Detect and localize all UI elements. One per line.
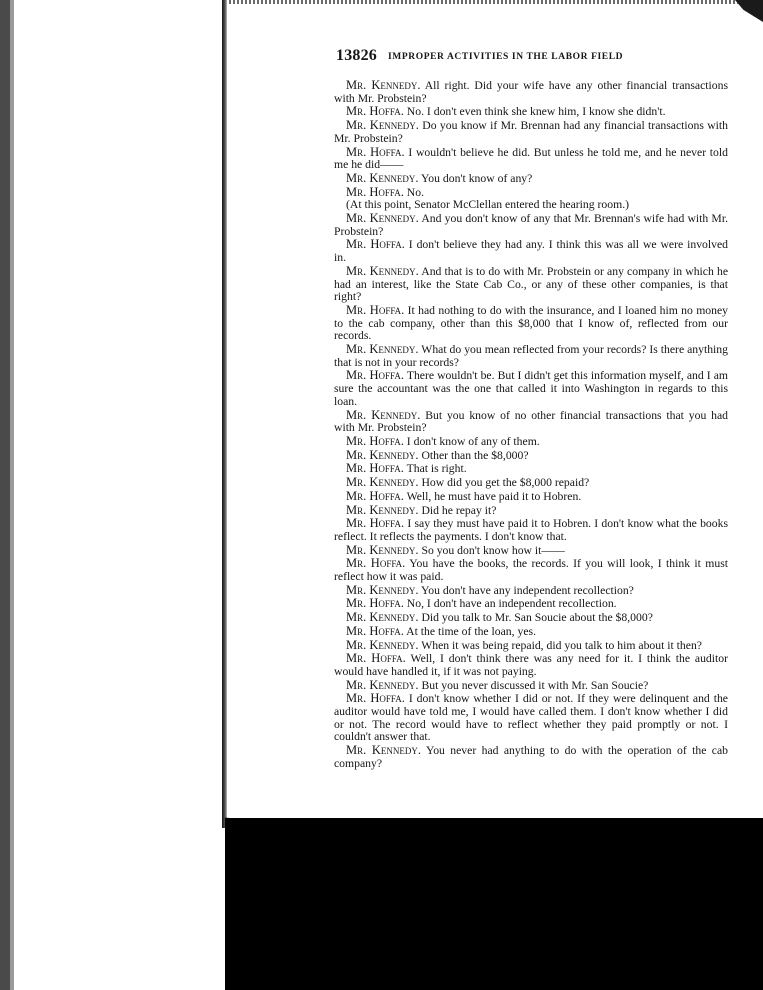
transcript-paragraph (334, 186, 728, 200)
speaker-name: Mr. Hoffa. (346, 433, 404, 448)
transcript-paragraph (334, 462, 728, 476)
transcript-paragraph (334, 304, 728, 343)
paragraph-text: Do you know if Mr. Brennan had any financial transactions with Mr. Probstein? (334, 119, 728, 145)
paragraph-text: Did he repay it? (421, 503, 497, 517)
speaker-name: Mr. Hoffa. (346, 302, 405, 317)
paragraph-text: You have the books, the records. If you will look, I think it must reflect how it was paid. (334, 557, 728, 584)
transcript-paragraph (334, 409, 728, 435)
transcript-paragraph (334, 744, 728, 770)
paragraph-text: No. I don't even think she knew him, I know she didn't. (406, 105, 666, 119)
paragraph-text: No, I don't have an independent recollection. (406, 597, 617, 611)
page-header (336, 48, 728, 65)
paragraph-text: Well, I don't think there was any need for it. I think the auditor would have handled it, if it was not paying. (334, 652, 728, 678)
speaker-name: Mr. Kennedy. (346, 263, 419, 278)
paragraph-text: But you know of no other financial transactions that you had with Mr. Probstein? (334, 408, 728, 435)
speaker-name: Mr. Hoffa. (346, 368, 404, 383)
speaker-name: Mr. Kennedy. (346, 78, 421, 92)
transcript-paragraph (334, 119, 728, 145)
speaker-name: Mr. Hoffa. (346, 144, 405, 159)
paragraph-text: (At this point, Senator McClellan entered the hearing room.) (346, 198, 630, 212)
speaker-name: Mr. Kennedy. (346, 677, 419, 692)
speaker-name: Mr. Kennedy. (346, 211, 419, 226)
paragraph-text: You don't know of any? (421, 171, 533, 185)
speaker-name: Mr. Kennedy. (346, 118, 419, 133)
paragraph-text: I don't know whether I did or not. If they were delinquent and the auditor would have told me, I would have called them. I don't know whether I did or not. The record would have to reflect whether they paid promptly or not. I couldn't answer that. (334, 692, 728, 744)
transcript-paragraph (334, 544, 728, 558)
paragraph-text: That is right. (406, 462, 467, 476)
paragraph-text: All right. Did your wife have any other financial transactions with Mr. Probstein? (334, 79, 729, 105)
transcript-paragraph (334, 449, 728, 463)
transcript-paragraph (334, 639, 728, 653)
transcript-paragraph (334, 212, 728, 238)
transcript-paragraph (334, 435, 728, 449)
speaker-name: Mr. Kennedy. (346, 447, 419, 462)
transcript-paragraph (334, 597, 728, 611)
speaker-name: Mr. Kennedy. (346, 502, 419, 517)
paragraph-text: So you don't know how it—— (421, 543, 565, 557)
paragraph-text: I wouldn't believe he did. But unless he told me, and he never told me he did—— (334, 145, 728, 172)
paragraph-text: What do you mean reflected from your records? Is there anything that is not in your records? (334, 343, 728, 369)
scan-top-edge (225, 0, 763, 4)
speaker-name: Mr. Hoffa. (346, 184, 404, 199)
paragraph-text: At the time of the loan, yes. (406, 624, 536, 638)
transcript-paragraph (334, 517, 728, 543)
speaker-name: Mr. Kennedy. (346, 542, 419, 557)
running-title: IMPROPER ACTIVITIES IN THE LABOR FIELD (388, 52, 624, 62)
transcript-paragraph (334, 146, 728, 172)
speaker-name: Mr. Hoffa. (346, 488, 404, 503)
paragraph-text: Did you talk to Mr. San Soucie about the $8,000? (421, 611, 653, 625)
speaker-name: Mr. Kennedy. (346, 475, 419, 490)
transcript-paragraph (334, 557, 728, 583)
paragraph-text: But you never discussed it with Mr. San Soucie? (421, 678, 649, 692)
transcript-paragraph (334, 265, 728, 304)
transcript-paragraph (334, 79, 728, 105)
speaker-name: Mr. Kennedy. (346, 582, 419, 597)
speaker-name: Mr. Hoffa. (346, 691, 405, 706)
speaker-name: Mr. Hoffa. (346, 651, 406, 666)
paragraph-text: I don't believe they had any. I think this was all we were involved in. (334, 238, 728, 265)
transcript-paragraph (334, 105, 728, 119)
transcript-paragraph (334, 504, 728, 518)
paragraph-text: And you don't know of any that Mr. Brennan's wife had with Mr. Probstein? (334, 212, 728, 238)
speaker-name: Mr. Kennedy. (346, 342, 419, 357)
transcript-paragraph (334, 238, 728, 264)
transcript-paragraph (334, 343, 728, 369)
speaker-name: Mr. Kennedy. (346, 743, 421, 758)
speaker-name: Mr. Kennedy. (346, 170, 419, 185)
transcript-paragraph (334, 652, 728, 678)
speaker-name: Mr. Hoffa. (346, 104, 404, 119)
page-spine-shadow (222, 0, 227, 828)
paragraph-text: You never had anything to do with the operation of the cab company? (334, 744, 728, 770)
transcript-body (334, 79, 728, 771)
transcript-paragraph (334, 611, 728, 625)
paragraph-text: Well, he must have paid it to Hobren. (406, 489, 582, 503)
scan-left-margin (0, 0, 10, 990)
paragraph-text: I say they must have paid it to Hobren. I don't know what the books reflect. It reflects the payments. I don't know that. (334, 517, 728, 543)
scan-left-margin-edge (10, 0, 14, 990)
paragraph-text: There wouldn't be. But I didn't get this information myself, and I am sure the accountant was the one that called it into Washington in regards to this loan. (334, 369, 728, 408)
transcript-paragraph (334, 679, 728, 693)
speaker-name: Mr. Hoffa. (346, 556, 406, 571)
paragraph-text: No. (406, 185, 425, 199)
paragraph-text: How did you get the $8,000 repaid? (421, 476, 590, 490)
page-number: 13826 (336, 47, 377, 64)
paragraph-text: Other than the $8,000? (421, 448, 529, 462)
paragraph-text: You don't have any independent recollection? (421, 583, 634, 597)
scan-bottom-shadow (225, 818, 763, 990)
speaker-name: Mr. Kennedy. (346, 610, 419, 625)
speaker-name: Mr. Hoffa. (346, 516, 405, 531)
paragraph-text: When it was being repaid, did you talk to him about it then? (421, 638, 702, 652)
paragraph-text: And that is to do with Mr. Probstein or any company in which he had an interest, like the State Cab Co., or any of these other companies, is that right? (334, 264, 729, 304)
scan-corner-shadow (735, 0, 763, 22)
speaker-name: Mr. Kennedy. (346, 407, 421, 422)
transcript-paragraph (334, 476, 728, 490)
transcript-paragraph (334, 625, 728, 639)
transcript-paragraph (334, 172, 728, 186)
speaker-name: Mr. Hoffa. (346, 596, 404, 611)
speaker-name: Mr. Hoffa. (346, 623, 404, 638)
transcript-paragraph (334, 490, 728, 504)
speaker-name: Mr. Hoffa. (346, 237, 405, 252)
speaker-name: Mr. Hoffa. (346, 461, 404, 476)
transcript-paragraph (334, 692, 728, 744)
paragraph-text: It had nothing to do with the insurance, and I loaned him no money to the cab company, other than this $8,000 that I know of, reflected from our records. (334, 303, 729, 343)
transcript-paragraph (334, 369, 728, 408)
speaker-name: Mr. Kennedy. (346, 637, 419, 652)
paragraph-text: I don't know of any of them. (406, 434, 540, 448)
transcript-paragraph (334, 584, 728, 598)
